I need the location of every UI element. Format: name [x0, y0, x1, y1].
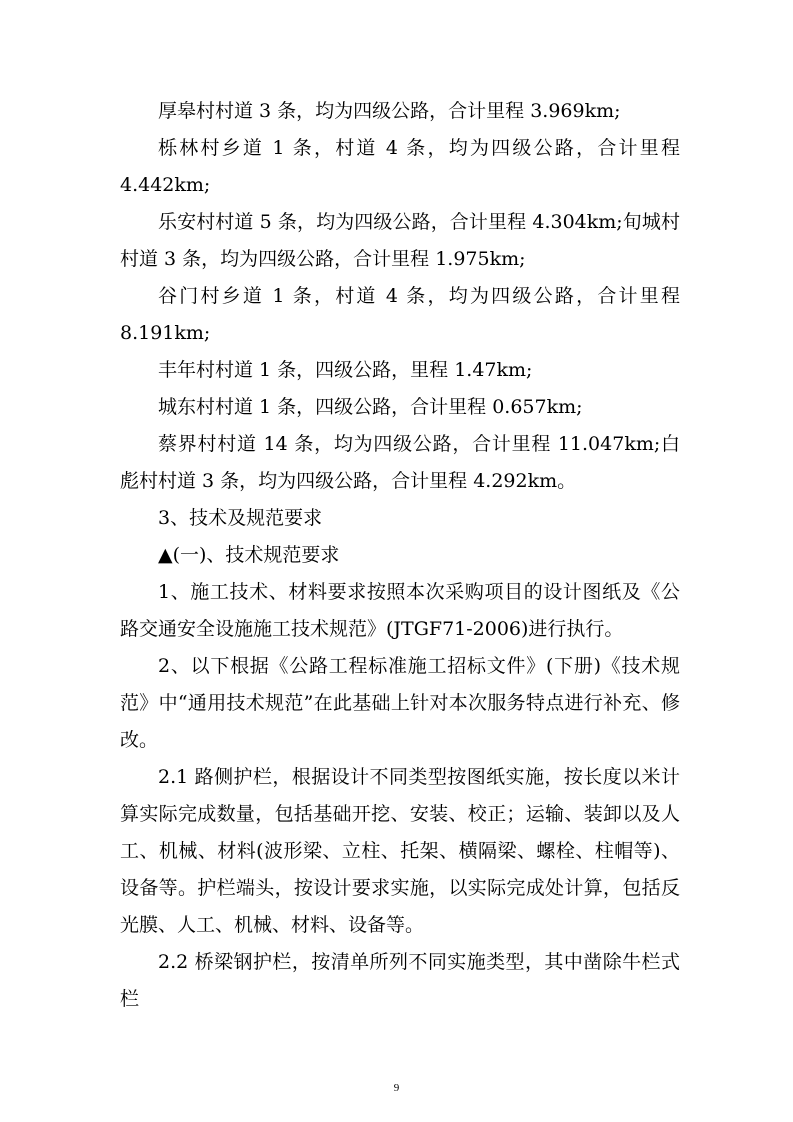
paragraph-bridge-steel-guardrail: 2.2 桥梁钢护栏，按清单所列不同实施类型，其中凿除牛栏式栏 [120, 951, 680, 1010]
paragraph-fengnian-village: 丰年村村道 1 条，四级公路，里程 1.47km; [158, 359, 533, 381]
paragraph-construction-technique: 1、施工技术、材料要求按照本次采购项目的设计图纸及《公路交通安全设施施工技术规范》(JTGF71-2006)进行执行。 [120, 581, 680, 640]
paragraph-caijie-baibiao-village: 蔡界村村道 14 条，均为四级公路，合计里程 11.047km;白彪村村道 3 条，均为四级公路，合计里程 4.292km。 [120, 433, 680, 492]
section-heading-technical-requirements: 3、技术及规范要求 [158, 507, 323, 529]
page-number: 9 [393, 1082, 400, 1094]
paragraph-general-specification: 2、以下根据《公路工程标准施工招标文件》(下册)《技术规范》中“通用技术规范”在此基础上针对本次服务特点进行补充、修改。 [120, 655, 680, 751]
paragraph-lilin-village: 栎林村乡道 1 条，村道 4 条，均为四级公路，合计里程 4.442km; [120, 137, 680, 196]
paragraph-roadside-guardrail: 2.1 路侧护栏，根据设计不同类型按图纸实施，按长度以米计算实际完成数量，包括基础开挖、安装、校正；运输、装卸以及人工、机械、材料(波形梁、立柱、托架、横隔梁、螺栓、柱帽等)、设备等。护栏端头，按设计要求实施，以实际完成处计算，包括反光膜、人工、机械、材料、设备等。 [120, 766, 680, 936]
document-page [120, 93, 680, 1018]
subsection-heading-technical-specifications: ▲(一)、技术规范要求 [158, 544, 340, 566]
paragraph-lean-xuncheng-village: 乐安村村道 5 条，均为四级公路，合计里程 4.304km;旬城村村道 3 条，均为四级公路，合计里程 1.975km; [120, 211, 680, 270]
paragraph-gumen-village: 谷门村乡道 1 条，村道 4 条，均为四级公路，合计里程 8.191km; [120, 285, 680, 344]
paragraph-chengdong-village: 城东村村道 1 条，四级公路，合计里程 0.657km; [158, 396, 583, 418]
paragraph-houao-village: 厚皋村村道 3 条，均为四级公路，合计里程 3.969km; [158, 100, 621, 122]
